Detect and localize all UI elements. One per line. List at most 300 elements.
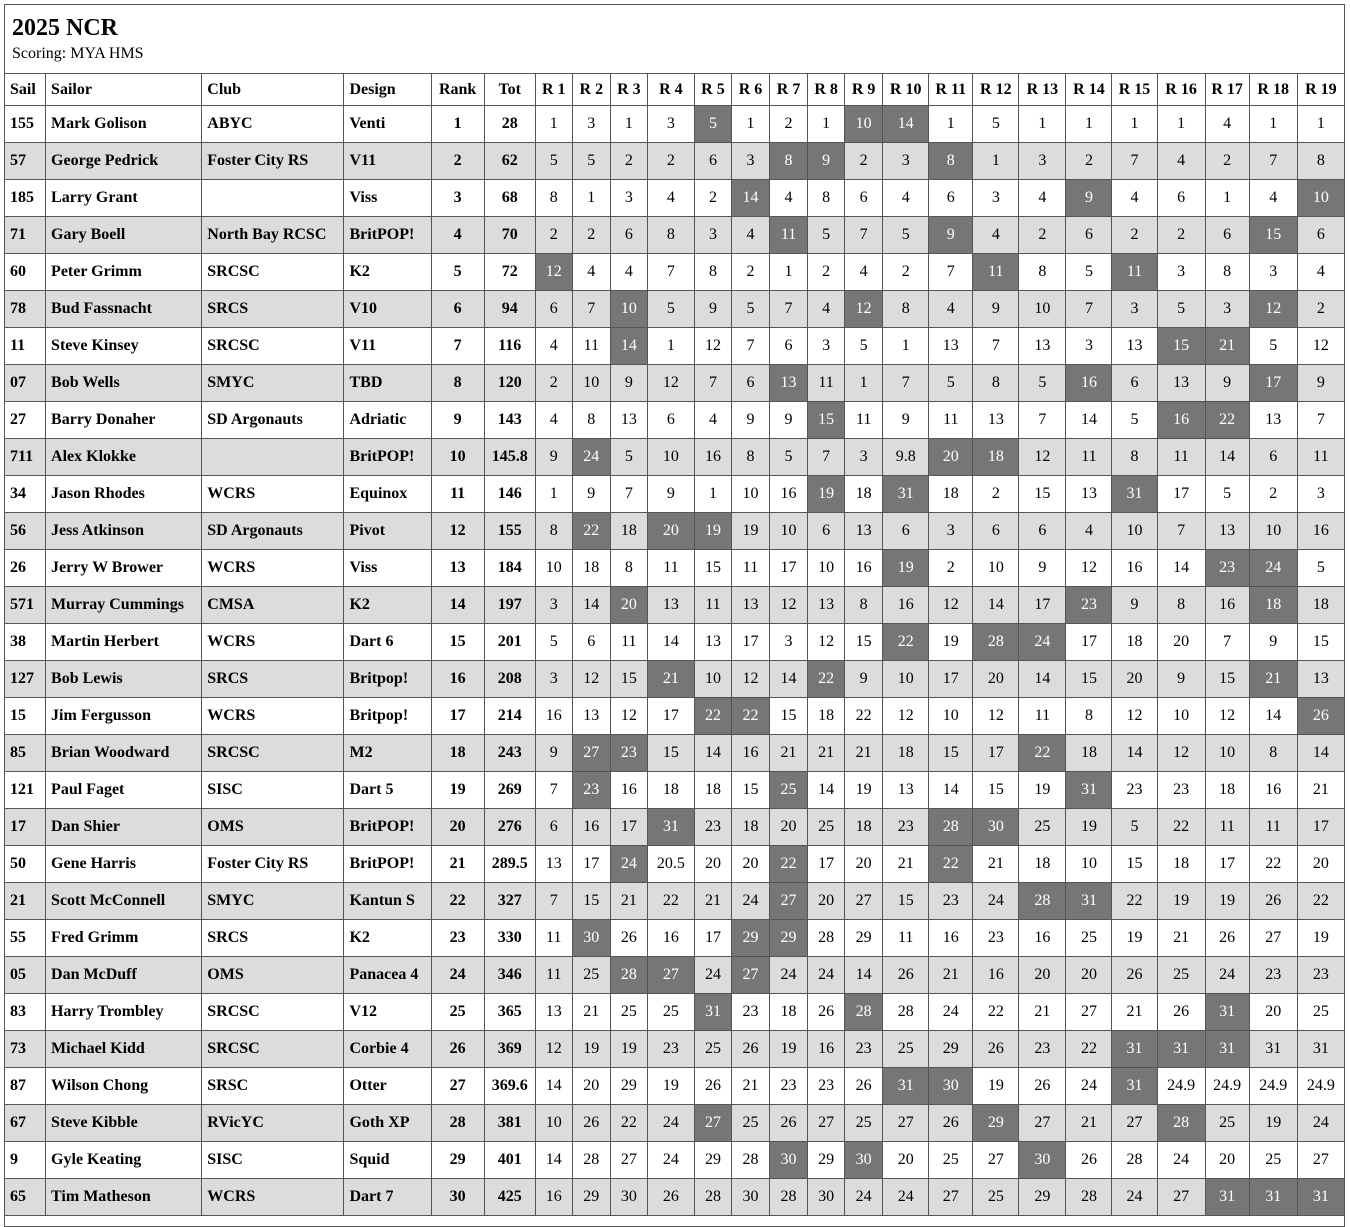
cell-race-score-dropped: 16 (1066, 365, 1112, 402)
cell-race-score: 12 (610, 698, 647, 735)
cell-race-score: 5 (1112, 402, 1157, 439)
cell-rank: 14 (431, 587, 484, 624)
cell-race-score: 4 (808, 291, 845, 328)
cell-race-score: 5 (572, 143, 610, 180)
cell-rank: 11 (431, 476, 484, 513)
cell-race-score: 20 (731, 846, 769, 883)
cell-race-score: 7 (647, 254, 694, 291)
cell-race-score: 6 (610, 217, 647, 254)
cell-race-score: 3 (973, 180, 1019, 217)
cell-race-score: 18 (610, 513, 647, 550)
cell-race-score: 8 (1249, 735, 1297, 772)
cell-race-score: 16 (808, 1031, 845, 1068)
cell-sailor: Fred Grimm (46, 920, 202, 957)
cell-race-score: 5 (1205, 476, 1249, 513)
cell-race-score: 10 (572, 365, 610, 402)
cell-race-score: 3 (1019, 143, 1066, 180)
cell-race-score: 26 (883, 957, 929, 994)
cell-race-score: 28 (1112, 1142, 1157, 1179)
table-row (5, 180, 1345, 217)
cell-race-score: 26 (572, 1105, 610, 1142)
cell-sailor: Bob Lewis (46, 661, 202, 698)
cell-race-score: 11 (929, 402, 973, 439)
cell-race-score: 8 (1019, 254, 1066, 291)
cell-race-score: 21 (1066, 1105, 1112, 1142)
cell-race-score-dropped: 31 (1205, 1031, 1249, 1068)
cell-race-score-dropped: 20 (929, 439, 973, 476)
cell-race-score-dropped: 22 (1205, 402, 1249, 439)
cell-rank: 17 (431, 698, 484, 735)
cell-race-score: 18 (694, 772, 731, 809)
cell-race-score: 6 (929, 180, 973, 217)
cell-race-score: 13 (1019, 328, 1066, 365)
cell-race-score: 29 (610, 1068, 647, 1105)
cell-design: BritPOP! (344, 846, 431, 883)
cell-race-score: 20.5 (647, 846, 694, 883)
cell-race-score: 5 (883, 217, 929, 254)
cell-race-score: 7 (535, 772, 572, 809)
cell-race-score-dropped: 30 (973, 809, 1019, 846)
cell-race-score: 26 (845, 1068, 883, 1105)
cell-race-score: 24 (647, 1105, 694, 1142)
cell-race-score: 16 (1249, 772, 1297, 809)
cell-race-score: 24 (845, 1179, 883, 1216)
cell-race-score: 1 (1066, 106, 1112, 143)
cell-race-score: 6 (1205, 217, 1249, 254)
cell-total: 155 (484, 513, 535, 550)
cell-sail: 50 (5, 846, 46, 883)
cell-race-score: 15 (1019, 476, 1066, 513)
cell-race-score-dropped: 27 (647, 957, 694, 994)
column-header-race: R 14 (1066, 74, 1112, 106)
cell-race-score: 7 (883, 365, 929, 402)
cell-race-score: 25 (845, 1105, 883, 1142)
cell-race-score: 12 (1297, 328, 1344, 365)
cell-race-score: 16 (929, 920, 973, 957)
cell-design: BritPOP! (344, 439, 431, 476)
cell-race-score-dropped: 11 (973, 254, 1019, 291)
cell-race-score-dropped: 28 (929, 809, 973, 846)
cell-race-score: 9 (1205, 365, 1249, 402)
cell-race-score: 22 (1249, 846, 1297, 883)
cell-race-score: 25 (1249, 1142, 1297, 1179)
cell-race-score: 1 (883, 328, 929, 365)
cell-race-score: 7 (808, 439, 845, 476)
cell-rank: 8 (431, 365, 484, 402)
cell-race-score: 14 (535, 1068, 572, 1105)
cell-design: Britpop! (344, 661, 431, 698)
cell-race-score: 8 (694, 254, 731, 291)
cell-race-score: 4 (845, 254, 883, 291)
cell-rank: 9 (431, 402, 484, 439)
cell-race-score: 30 (808, 1179, 845, 1216)
cell-race-score: 6 (770, 328, 808, 365)
cell-race-score-dropped: 31 (1205, 1179, 1249, 1216)
cell-race-score: 16 (694, 439, 731, 476)
cell-race-score: 7 (1112, 143, 1157, 180)
cell-race-score: 20 (572, 1068, 610, 1105)
cell-race-score: 14 (1019, 661, 1066, 698)
cell-rank: 24 (431, 957, 484, 994)
cell-race-score: 14 (1112, 735, 1157, 772)
cell-race-score: 17 (929, 661, 973, 698)
cell-sail: 56 (5, 513, 46, 550)
cell-race-score: 2 (1112, 217, 1157, 254)
cell-total: 425 (484, 1179, 535, 1216)
cell-total: 401 (484, 1142, 535, 1179)
cell-race-score: 28 (770, 1179, 808, 1216)
column-header-race: R 19 (1297, 74, 1344, 106)
cell-race-score: 13 (1066, 476, 1112, 513)
cell-race-score-dropped: 31 (1112, 1068, 1157, 1105)
cell-race-score: 15 (1297, 624, 1344, 661)
cell-race-score: 18 (1066, 735, 1112, 772)
cell-race-score: 5 (1297, 550, 1344, 587)
column-header-race: R 15 (1112, 74, 1157, 106)
cell-race-score: 4 (1066, 513, 1112, 550)
cell-race-score-dropped: 28 (973, 624, 1019, 661)
cell-sailor: Gyle Keating (46, 1142, 202, 1179)
cell-sail: 78 (5, 291, 46, 328)
cell-design: Corbie 4 (344, 1031, 431, 1068)
cell-race-score: 18 (572, 550, 610, 587)
cell-total: 369.6 (484, 1068, 535, 1105)
cell-race-score: 18 (770, 994, 808, 1031)
cell-rank: 2 (431, 143, 484, 180)
cell-total: 70 (484, 217, 535, 254)
cell-rank: 3 (431, 180, 484, 217)
cell-race-score: 19 (610, 1031, 647, 1068)
cell-race-score: 15 (973, 772, 1019, 809)
cell-race-score: 18 (808, 698, 845, 735)
cell-race-score: 21 (1019, 994, 1066, 1031)
table-row (5, 920, 1345, 957)
cell-race-score: 6 (535, 291, 572, 328)
cell-sailor: Jason Rhodes (46, 476, 202, 513)
cell-race-score: 21 (845, 735, 883, 772)
cell-race-score: 5 (845, 328, 883, 365)
cell-total: 201 (484, 624, 535, 661)
cell-design: V11 (344, 328, 431, 365)
cell-race-score: 26 (731, 1031, 769, 1068)
cell-race-score: 13 (694, 624, 731, 661)
cell-race-score-dropped: 31 (1066, 883, 1112, 920)
column-header-race: R 11 (929, 74, 973, 106)
cell-race-score: 4 (535, 402, 572, 439)
cell-race-score: 16 (1205, 587, 1249, 624)
cell-club: OMS (202, 957, 344, 994)
column-header-race: R 13 (1019, 74, 1066, 106)
cell-race-score: 23 (647, 1031, 694, 1068)
cell-rank: 25 (431, 994, 484, 1031)
cell-rank: 21 (431, 846, 484, 883)
cell-race-score: 8 (883, 291, 929, 328)
cell-race-score: 2 (535, 217, 572, 254)
cell-race-score: 14 (929, 772, 973, 809)
cell-race-score-dropped: 8 (929, 143, 973, 180)
cell-sailor: Gene Harris (46, 846, 202, 883)
cell-race-score: 12 (647, 365, 694, 402)
cell-race-score: 24 (694, 957, 731, 994)
cell-rank: 7 (431, 328, 484, 365)
cell-race-score: 25 (1019, 809, 1066, 846)
cell-race-score-dropped: 29 (770, 920, 808, 957)
cell-race-score: 17 (1297, 809, 1344, 846)
cell-race-score: 2 (929, 550, 973, 587)
cell-race-score: 25 (883, 1031, 929, 1068)
cell-race-score: 13 (929, 328, 973, 365)
cell-race-score: 2 (1066, 143, 1112, 180)
cell-rank: 6 (431, 291, 484, 328)
cell-total: 330 (484, 920, 535, 957)
cell-race-score: 14 (572, 587, 610, 624)
cell-race-score: 27 (1112, 1105, 1157, 1142)
cell-race-score: 1 (929, 106, 973, 143)
cell-race-score: 6 (694, 143, 731, 180)
cell-race-score: 7 (1297, 402, 1344, 439)
cell-race-score: 29 (845, 920, 883, 957)
cell-sailor: Alex Klokke (46, 439, 202, 476)
cell-race-score: 27 (1249, 920, 1297, 957)
cell-club: SRCSC (202, 254, 344, 291)
cell-race-score-dropped: 11 (770, 217, 808, 254)
cell-race-score: 16 (770, 476, 808, 513)
cell-race-score: 3 (694, 217, 731, 254)
cell-race-score: 25 (973, 1179, 1019, 1216)
cell-total: 72 (484, 254, 535, 291)
cell-sailor: Barry Donaher (46, 402, 202, 439)
cell-race-score: 7 (572, 291, 610, 328)
cell-race-score: 6 (1157, 180, 1205, 217)
cell-race-score: 15 (845, 624, 883, 661)
cell-design: Venti (344, 106, 431, 143)
cell-club: SMYC (202, 883, 344, 920)
cell-race-score: 18 (647, 772, 694, 809)
table-row (5, 291, 1345, 328)
cell-race-score: 6 (808, 513, 845, 550)
cell-race-score: 12 (929, 587, 973, 624)
cell-race-score: 19 (1205, 883, 1249, 920)
cell-race-score: 18 (1112, 624, 1157, 661)
cell-race-score: 16 (535, 1179, 572, 1216)
cell-race-score: 11 (647, 550, 694, 587)
cell-race-score-dropped: 22 (770, 846, 808, 883)
cell-club: SRCSC (202, 735, 344, 772)
cell-race-score: 13 (1249, 402, 1297, 439)
cell-race-score: 10 (1157, 698, 1205, 735)
cell-race-score: 12 (572, 661, 610, 698)
cell-sail: 155 (5, 106, 46, 143)
cell-race-score: 15 (883, 883, 929, 920)
cell-club: SRCSC (202, 328, 344, 365)
cell-rank: 15 (431, 624, 484, 661)
cell-sailor: Harry Trombley (46, 994, 202, 1031)
cell-race-score: 13 (572, 698, 610, 735)
cell-race-score: 23 (883, 809, 929, 846)
cell-race-score: 30 (731, 1179, 769, 1216)
table-row (5, 217, 1345, 254)
cell-race-score: 23 (1249, 957, 1297, 994)
cell-race-score: 3 (731, 143, 769, 180)
cell-race-score: 20 (770, 809, 808, 846)
cell-club: SRCSC (202, 994, 344, 1031)
cell-race-score-dropped: 20 (610, 587, 647, 624)
cell-race-score: 9 (535, 735, 572, 772)
cell-race-score: 11 (535, 920, 572, 957)
cell-race-score: 26 (694, 1068, 731, 1105)
cell-design: Britpop! (344, 698, 431, 735)
cell-sail: 38 (5, 624, 46, 661)
cell-race-score-dropped: 19 (694, 513, 731, 550)
table-row (5, 846, 1345, 883)
cell-race-score: 8 (572, 402, 610, 439)
cell-race-score: 31 (1249, 1031, 1297, 1068)
cell-race-score: 12 (808, 624, 845, 661)
cell-total: 289.5 (484, 846, 535, 883)
cell-race-score: 4 (647, 180, 694, 217)
cell-sailor: Larry Grant (46, 180, 202, 217)
cell-race-score: 13 (647, 587, 694, 624)
cell-race-score: 27 (883, 1105, 929, 1142)
table-row (5, 513, 1345, 550)
table-row (5, 1031, 1345, 1068)
cell-race-score: 6 (973, 513, 1019, 550)
table-row (5, 994, 1345, 1031)
cell-race-score: 20 (883, 1142, 929, 1179)
cell-race-score: 25 (1297, 994, 1344, 1031)
cell-sailor: Dan Shier (46, 809, 202, 846)
table-row (5, 1142, 1345, 1179)
cell-race-score: 7 (973, 328, 1019, 365)
cell-race-score: 14 (647, 624, 694, 661)
cell-race-score-dropped: 22 (883, 624, 929, 661)
cell-race-score: 3 (535, 587, 572, 624)
cell-club (202, 180, 344, 217)
cell-race-score: 30 (610, 1179, 647, 1216)
cell-club: SISC (202, 1142, 344, 1179)
cell-race-score: 15 (572, 883, 610, 920)
cell-race-score: 24.9 (1157, 1068, 1205, 1105)
cell-race-score: 2 (883, 254, 929, 291)
cell-race-score: 16 (973, 957, 1019, 994)
cell-race-score-dropped: 9 (808, 143, 845, 180)
cell-race-score: 17 (694, 920, 731, 957)
cell-race-score: 6 (883, 513, 929, 550)
cell-race-score-dropped: 30 (1019, 1142, 1066, 1179)
cell-race-score-dropped: 10 (610, 291, 647, 328)
cell-rank: 23 (431, 920, 484, 957)
cell-race-score: 13 (535, 994, 572, 1031)
cell-race-score: 17 (808, 846, 845, 883)
cell-club: SISC (202, 772, 344, 809)
cell-race-score: 1 (647, 328, 694, 365)
cell-race-score: 23 (731, 994, 769, 1031)
cell-race-score: 4 (973, 217, 1019, 254)
column-header-race: R 17 (1205, 74, 1249, 106)
cell-race-score-dropped: 22 (694, 698, 731, 735)
cell-race-score: 15 (731, 772, 769, 809)
cell-race-score: 13 (1157, 365, 1205, 402)
cell-race-score: 21 (731, 1068, 769, 1105)
cell-race-score: 2 (808, 254, 845, 291)
cell-race-score: 25 (694, 1031, 731, 1068)
table-row (5, 143, 1345, 180)
cell-rank: 12 (431, 513, 484, 550)
cell-race-score: 28 (731, 1142, 769, 1179)
cell-race-score: 19 (1297, 920, 1344, 957)
column-header-design: Design (344, 74, 431, 106)
table-row (5, 587, 1345, 624)
cell-sailor: Jim Fergusson (46, 698, 202, 735)
cell-race-score: 1 (845, 365, 883, 402)
table-row (5, 1068, 1345, 1105)
table-row (5, 735, 1345, 772)
cell-race-score-dropped: 28 (610, 957, 647, 994)
cell-race-score: 27 (845, 883, 883, 920)
cell-race-score: 29 (694, 1142, 731, 1179)
cell-race-score-dropped: 14 (610, 328, 647, 365)
cell-race-score: 16 (845, 550, 883, 587)
cell-race-score: 10 (808, 550, 845, 587)
cell-race-score: 8 (808, 180, 845, 217)
cell-race-score: 2 (1297, 291, 1344, 328)
cell-race-score: 18 (731, 809, 769, 846)
cell-race-score: 24 (1297, 1105, 1344, 1142)
cell-race-score: 24.9 (1205, 1068, 1249, 1105)
cell-total: 28 (484, 106, 535, 143)
cell-race-score: 5 (731, 291, 769, 328)
cell-race-score: 17 (1205, 846, 1249, 883)
cell-race-score: 21 (694, 883, 731, 920)
cell-race-score-dropped: 25 (770, 772, 808, 809)
cell-sail: 15 (5, 698, 46, 735)
cell-rank: 22 (431, 883, 484, 920)
cell-sail: 73 (5, 1031, 46, 1068)
cell-race-score: 1 (1297, 106, 1344, 143)
cell-race-score: 19 (1066, 809, 1112, 846)
cell-sailor: Paul Faget (46, 772, 202, 809)
cell-race-score-dropped: 31 (694, 994, 731, 1031)
table-row (5, 550, 1345, 587)
cell-race-score: 12 (1019, 439, 1066, 476)
table-row (5, 772, 1345, 809)
cell-race-score: 10 (770, 513, 808, 550)
cell-rank: 28 (431, 1105, 484, 1142)
cell-race-score: 10 (1066, 846, 1112, 883)
cell-race-score-dropped: 23 (1066, 587, 1112, 624)
cell-race-score: 11 (1157, 439, 1205, 476)
cell-race-score: 10 (535, 550, 572, 587)
cell-race-score: 11 (845, 402, 883, 439)
cell-race-score: 1 (1249, 106, 1297, 143)
cell-sailor: Peter Grimm (46, 254, 202, 291)
cell-race-score: 29 (929, 1031, 973, 1068)
cell-design: Dart 7 (344, 1179, 431, 1216)
cell-race-score: 24 (808, 957, 845, 994)
cell-race-score: 19 (1249, 1105, 1297, 1142)
cell-race-score: 22 (973, 994, 1019, 1031)
cell-race-score: 14 (535, 1142, 572, 1179)
cell-race-score: 3 (808, 328, 845, 365)
cell-race-score: 23 (1297, 957, 1344, 994)
cell-race-score-dropped: 5 (694, 106, 731, 143)
cell-race-score: 13 (610, 402, 647, 439)
column-header-race: R 5 (694, 74, 731, 106)
cell-race-score: 15 (647, 735, 694, 772)
cell-race-score: 14 (808, 772, 845, 809)
cell-race-score-dropped: 22 (808, 661, 845, 698)
cell-race-score: 3 (572, 106, 610, 143)
